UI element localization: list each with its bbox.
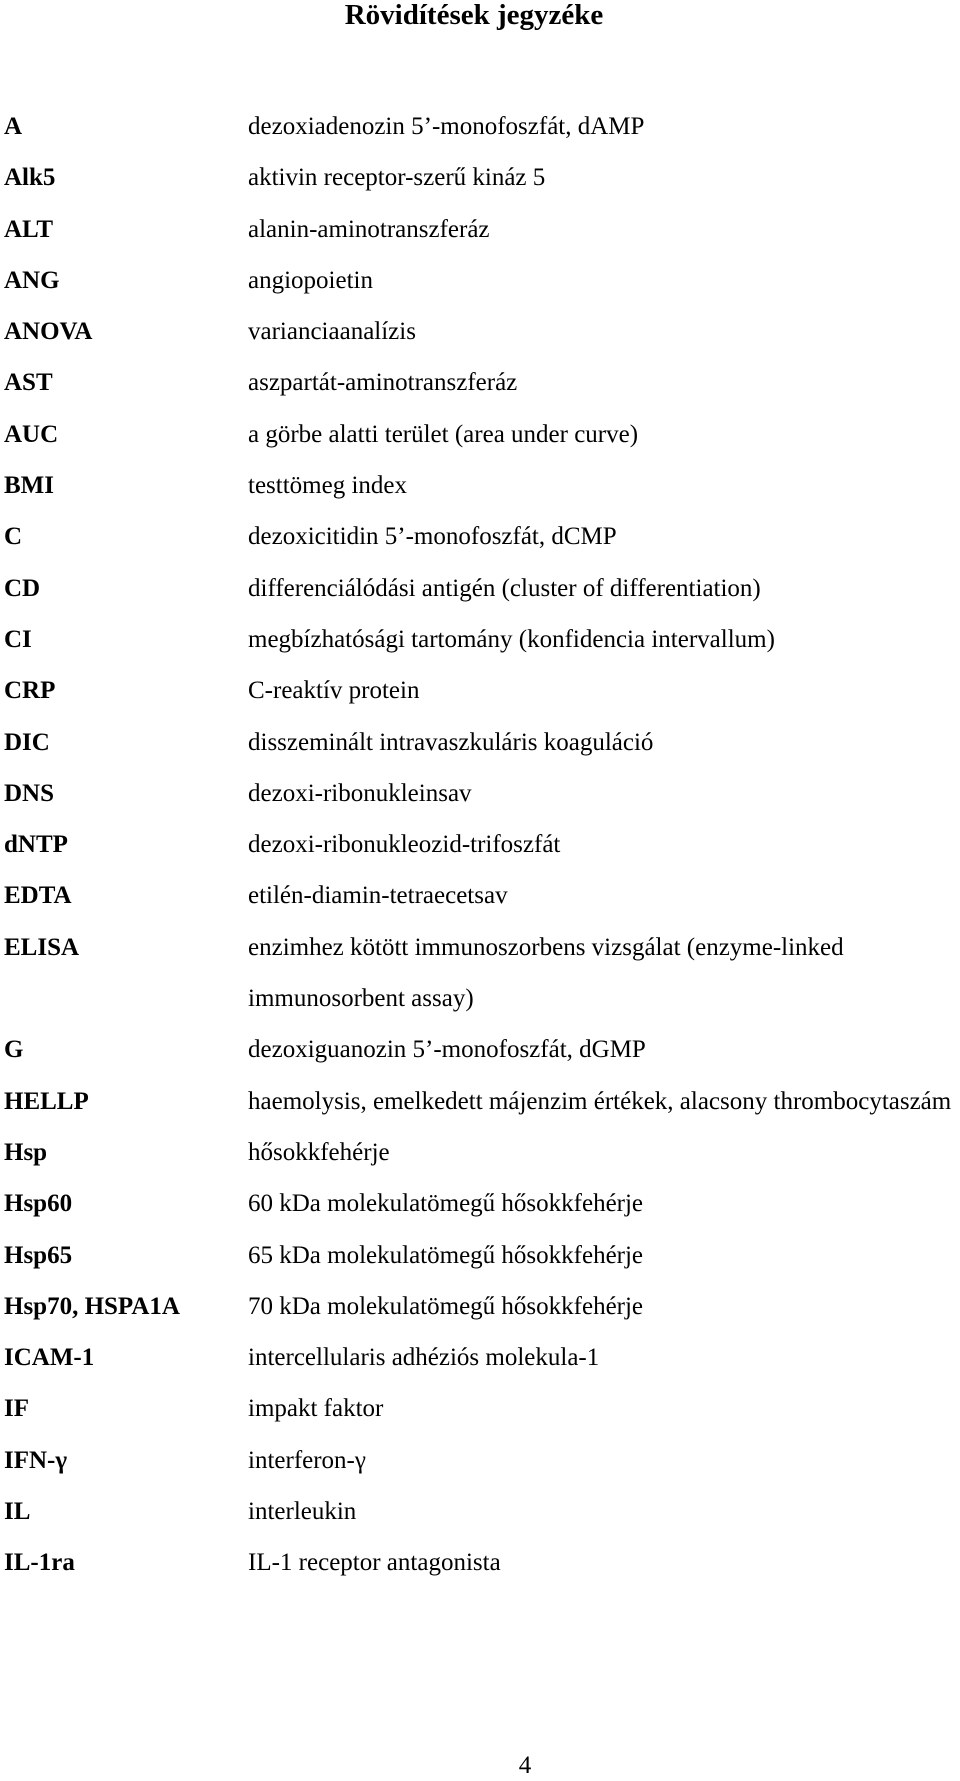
abbreviation-definition: alanin-aminotranszferáz: [248, 215, 490, 243]
abbreviation-definition: dezoxi-ribonukleozid-trifoszfát: [248, 831, 561, 859]
abbreviation-definition: haemolysis, emelkedett májenzim értékek, alacsony thrombocytaszám: [248, 1087, 952, 1115]
abbreviation-definition: dezoxiadenozin 5’-monofoszfát, dAMP: [248, 113, 645, 140]
abbreviation-definition: hősokkfehérje: [248, 1138, 390, 1166]
abbreviation-term: Alk5: [4, 164, 56, 192]
abbreviation-entry: [4, 1383, 956, 1434]
abbreviation-entry: [4, 255, 956, 306]
abbreviation-term: dNTP: [4, 831, 68, 859]
abbreviation-definition: interferon-γ: [248, 1446, 366, 1474]
abbreviation-term: IL: [4, 1498, 31, 1526]
abbreviation-term: ANG: [4, 266, 60, 294]
abbreviation-definition: aszpartát-aminotranszferáz: [248, 369, 518, 397]
abbreviation-term: IF: [4, 1395, 29, 1423]
abbreviation-term: BMI: [4, 472, 54, 500]
abbreviation-definition: IL-1 receptor antagonista: [248, 1549, 501, 1577]
abbreviation-term: CI: [4, 625, 32, 653]
abbreviation-entry: [4, 1127, 956, 1178]
abbreviation-term: Hsp65: [4, 1241, 73, 1269]
abbreviation-entry: [4, 1076, 956, 1127]
abbreviation-term: A: [4, 113, 23, 140]
abbreviation-definition: 65 kDa molekulatömegű hősokkfehérje: [248, 1241, 644, 1269]
page-number: 4: [518, 1752, 532, 1779]
abbreviation-term: IFN-γ: [4, 1446, 68, 1474]
abbreviation-term: DNS: [4, 779, 55, 807]
abbreviation-term: Hsp70, HSPA1A: [4, 1292, 180, 1320]
abbreviation-entry: [4, 819, 956, 870]
abbreviation-entry: [4, 409, 956, 460]
abbreviation-term: AUC: [4, 420, 59, 448]
abbreviation-definition: varianciaanalízis: [248, 318, 416, 346]
abbreviation-entry: [4, 665, 956, 716]
abbreviation-term: C: [4, 523, 23, 551]
abbreviation-entry: [4, 306, 956, 357]
abbreviation-term: CD: [4, 574, 41, 602]
abbreviation-entry: [4, 922, 956, 1025]
page-title: Rövidítések jegyzéke: [344, 0, 604, 31]
abbreviation-term: AST: [4, 369, 53, 397]
abbreviation-definition: dezoxi-ribonukleinsav: [248, 779, 472, 807]
abbreviation-definition: testtömeg index: [248, 472, 407, 500]
abbreviation-term: Hsp: [4, 1138, 48, 1166]
abbreviation-definition: 70 kDa molekulatömegű hősokkfehérje: [248, 1292, 644, 1320]
abbreviation-entry: [4, 768, 956, 819]
abbreviation-entry: [4, 357, 956, 408]
abbreviation-definition: enzimhez kötött immunoszorbens vizsgálat (enzyme-linked immunosorbent assay): [248, 933, 844, 1013]
abbreviation-definition: differenciálódási antigén (cluster of differentiation): [248, 574, 761, 602]
abbreviation-entry: [4, 204, 956, 255]
abbreviation-definition: C-reaktív protein: [248, 677, 420, 705]
abbreviation-term: EDTA: [4, 882, 72, 910]
abbreviation-entry: [4, 1537, 956, 1588]
abbreviation-definition: intercellularis adhéziós molekula-1: [248, 1344, 600, 1372]
abbreviation-entry: [4, 614, 956, 665]
abbreviation-list: [4, 101, 956, 1589]
abbreviation-entry: [4, 1024, 956, 1075]
abbreviation-entry: [4, 717, 956, 768]
abbreviation-entry: [4, 1332, 956, 1383]
abbreviation-term: ICAM-1: [4, 1344, 95, 1372]
abbreviation-term: Hsp60: [4, 1190, 73, 1218]
abbreviation-definition: 60 kDa molekulatömegű hősokkfehérje: [248, 1190, 644, 1218]
abbreviation-term: ANOVA: [4, 318, 93, 346]
abbreviation-definition: megbízhatósági tartomány (konfidencia intervallum): [248, 625, 775, 653]
abbreviation-definition: impakt faktor: [248, 1395, 384, 1423]
abbreviation-entry: [4, 870, 956, 921]
abbreviation-entry: [4, 511, 956, 562]
abbreviation-definition: dezoxicitidin 5’-monofoszfát, dCMP: [248, 523, 617, 551]
abbreviation-entry: [4, 1435, 956, 1486]
abbreviation-term: ELISA: [4, 933, 80, 961]
abbreviation-definition: aktivin receptor-szerű kináz 5: [248, 164, 546, 192]
abbreviation-entry: [4, 1281, 956, 1332]
abbreviation-entry: [4, 1178, 956, 1229]
abbreviation-definition: a görbe alatti terület (area under curve): [248, 420, 639, 448]
abbreviation-term: DIC: [4, 728, 50, 756]
abbreviation-entry: [4, 563, 956, 614]
abbreviation-entry: [4, 152, 956, 203]
abbreviation-definition: disszeminált intravaszkuláris koaguláció: [248, 728, 654, 756]
abbreviation-definition: angiopoietin: [248, 266, 373, 294]
abbreviation-term: IL-1ra: [4, 1549, 75, 1577]
abbreviation-definition: etilén-diamin-tetraecetsav: [248, 882, 508, 910]
abbreviation-definition: dezoxiguanozin 5’-monofoszfát, dGMP: [248, 1036, 646, 1064]
abbreviation-term: CRP: [4, 677, 56, 705]
abbreviation-entry: [4, 101, 956, 152]
abbreviation-term: ALT: [4, 215, 54, 243]
abbreviation-definition: interleukin: [248, 1498, 357, 1526]
abbreviation-term: HELLP: [4, 1087, 89, 1115]
abbreviation-entry: [4, 1486, 956, 1537]
abbreviation-entry: [4, 1230, 956, 1281]
abbreviation-term: G: [4, 1036, 24, 1064]
abbreviation-entry: [4, 460, 956, 511]
